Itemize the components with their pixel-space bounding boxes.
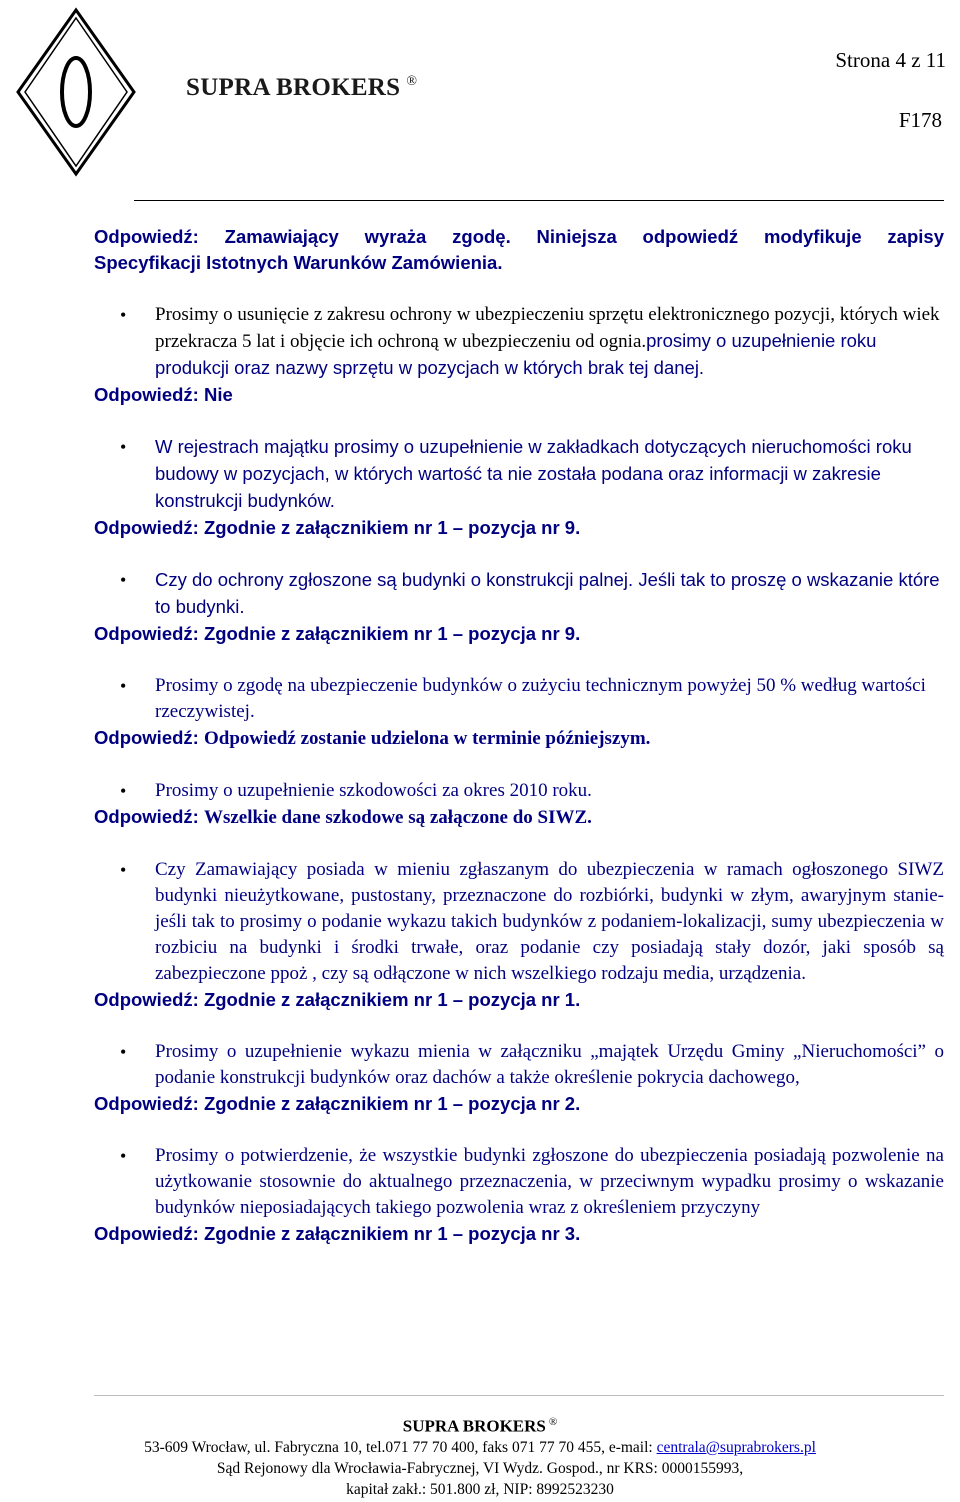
footer-capital: kapitał zakł.: 501.800 zł, NIP: 8992523230 — [346, 1480, 614, 1498]
footer — [0, 1412, 960, 1500]
item-text: W rejestrach majątku prosimy o uzupełnienie w zakładkach dotyczących nieruchomości roku budowy w pozycjach, w których wartość ta nie została podana oraz informacji w zakresie konstrukcji budynków. — [155, 436, 912, 511]
supra-brokers-logo — [14, 6, 138, 178]
answer: Odpowiedź: Nie — [94, 384, 233, 405]
answer: Odpowiedź: Odpowiedź zostanie udzielona w terminie późniejszym. — [94, 727, 651, 749]
item-text: Czy Zamawiający posiada w mieniu zgłaszanym do ubezpieczenia w ramach ogłoszonego SIWZ budynki nieużytkowane, pustostany, przeznaczone do rozbiórki, budynki w złym, awaryjnym stanie- jeśli tak to prosimy o podanie wykazu takich budynków z podaniem-lokalizacji, sumy ubezpieczenia w rozbiciu na budynki i środki trwałe, oraz podanie czy posiadają stały dozór, jaki sposób są zabezpieczone ppoż , czy są odłączone w nich wszelkiego rodzaju media, urządzenia. — [155, 859, 944, 984]
answer: Odpowiedź: Zgodnie z załącznikiem nr 1 – pozycja nr 2. — [94, 1093, 581, 1114]
bullet: • — [120, 305, 127, 325]
bullet: • — [120, 860, 127, 880]
item-text: Prosimy o usunięcie z zakresu ochrony w ubezpieczeniu sprzętu elektronicznego pozycji, których wiek przekracza 5 lat i objęcie ich ochroną w ubezpieczeniu od ognia. — [155, 304, 940, 352]
item-text: Czy do ochrony zgłoszone są budynki o konstrukcji palnej. Jeśli tak to proszę o wskazanie które to budynki. — [155, 569, 940, 617]
list-item — [94, 434, 944, 515]
answer: Odpowiedź: Zgodnie z załącznikiem nr 1 – pozycja nr 9. — [94, 623, 581, 644]
answer: Odpowiedź: Zgodnie z załącznikiem nr 1 – pozycja nr 9. — [94, 517, 581, 538]
intro-answer-cont: Specyfikacji Istotnych Warunków Zamówienia. — [94, 252, 503, 273]
bullet: • — [120, 1042, 127, 1062]
footer-court: Sąd Rejonowy dla Wrocławia-Fabrycznej, VI Wydz. Gospod., nr KRS: 0000155993, — [216, 1459, 744, 1477]
item-text: Prosimy o uzupełnienie szkodowości za okres 2010 roku. — [155, 780, 592, 801]
footer-address: 53-609 Wrocław, ul. Fabryczna 10, tel.071 77 70 400, faks 071 77 70 455, e-mail: centrala@suprabrokers.pl — [144, 1438, 816, 1456]
list-item — [94, 567, 944, 621]
list-item — [94, 673, 944, 725]
item-text-blue: prosimy o uzupełnienie roku produkcji oraz nazwy sprzętu w pozycjach w których brak tej danej. — [155, 330, 877, 378]
bullet: • — [120, 676, 127, 696]
page-number: Strona 4 z 11 — [835, 48, 946, 72]
bullet: • — [120, 781, 127, 801]
answer: Odpowiedź: Zgodnie z załącznikiem nr 1 – pozycja nr 3. — [94, 1223, 581, 1244]
list-item — [94, 302, 944, 382]
registered-mark: ® — [406, 74, 418, 89]
list-item — [94, 1039, 944, 1091]
list-item — [94, 1143, 944, 1221]
form-code: F178 — [898, 108, 942, 132]
header-divider — [134, 200, 944, 201]
item-text: Prosimy o potwierdzenie, że wszystkie budynki zgłoszone do ubezpieczenia posiadają pozwolenie na użytkowanie stosownie do aktualnego przeznaczenia, w przeciwnym wypadku prosimy o wskazanie budynków nieposiadających takiego pozwolenia wraz z określeniem przyczyny — [155, 1145, 944, 1218]
list-item — [94, 857, 944, 987]
bullet: • — [120, 437, 127, 457]
item-text: Prosimy o zgodę na ubezpieczenie budynków o zużyciu technicznym powyżej 50 % według wartości rzeczywistej. — [155, 675, 926, 722]
document-body — [94, 224, 944, 1247]
brand-title: SUPRA BROKERS ® — [186, 74, 418, 101]
list-item — [94, 778, 944, 804]
answer: Odpowiedź: Zgodnie z załącznikiem nr 1 – pozycja nr 1. — [94, 989, 581, 1010]
bullet: • — [120, 1146, 127, 1166]
footer-brand: SUPRA BROKERS ® — [402, 1416, 558, 1436]
email-link[interactable]: centrala@suprabrokers.pl — [656, 1438, 816, 1456]
answer: Odpowiedź: Wszelkie dane szkodowe są załączone do SIWZ. — [94, 806, 592, 828]
item-text: Prosimy o uzupełnienie wykazu mienia w załączniku „majątek Urzędu Gminy „Nieruchomości” o podanie konstrukcji budynków oraz dachów a także określenie pokrycia dachowego, — [155, 1041, 944, 1088]
footer-divider — [94, 1395, 944, 1396]
bullet: • — [120, 570, 127, 590]
intro-answer: Odpowiedź: Zamawiający wyraża zgodę. Niniejsza odpowiedź modyfikuje zapisy — [94, 226, 944, 247]
